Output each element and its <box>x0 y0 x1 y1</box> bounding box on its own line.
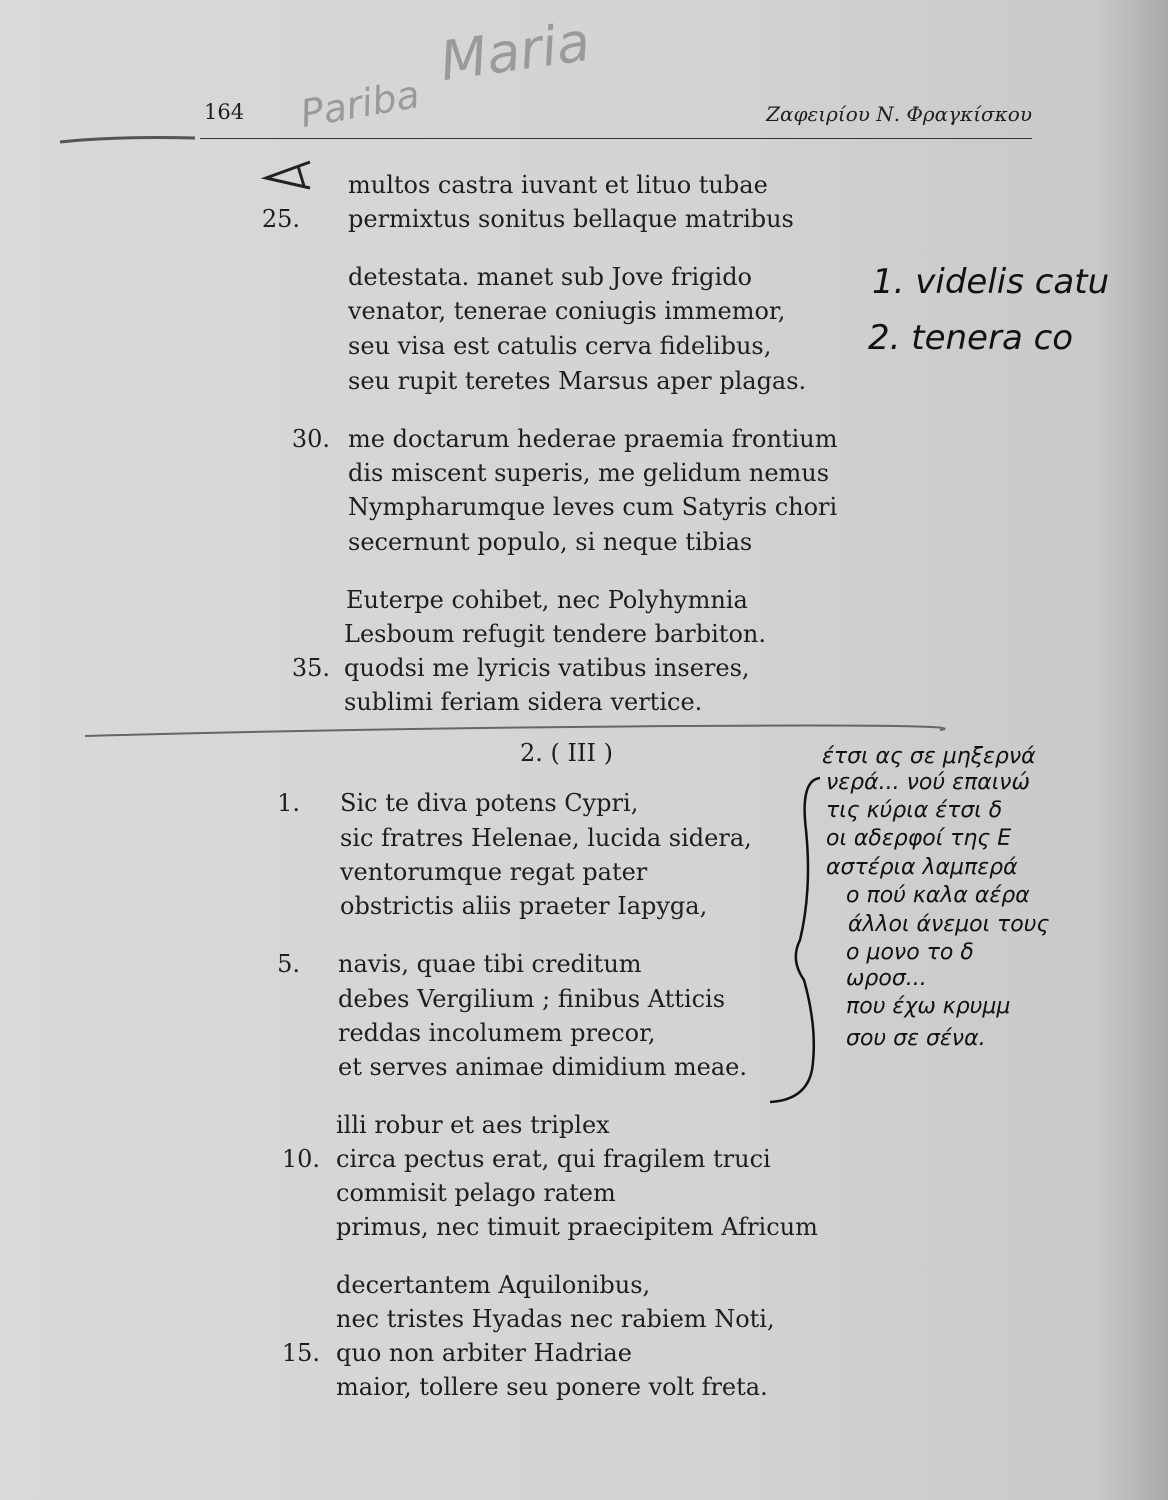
delta-mark <box>258 158 318 194</box>
page: 164 Ζαφειρίου Ν. Φραγκίσκου Maria Pariba multos castra iuvant et lituo tubae 25. permixtus sonitus bellaque matribus detestata. manet sub Jove frigido venator, tenerae coniugis immemor, seu visa est catulis cerva fidelibus, seu rupit teretes Marsus aper plagas. 30. me doctarum hederae praemia frontium dis miscent superis, me gelidum nemus Nympharumque leves cum Satyris chori secernunt populo, si neque tibias Euterpe cohibet, nec Polyhymnia Lesboum refugit tendere barbiton. 35. quodsi me lyricis vatibus inseres, sublimi feriam sidera vertice. 2. ( III ) 1. Sic te diva potens Cypri, sic fratres Helenae, lucida sidera, ventorumque regat pater obstrictis aliis praeter Iapyga, 5. navis, quae tibi creditum debes Vergilium ; finibus Atticis reddas incolumem precor, et serves animae dimidium meae. illi robur et aes triplex 10. circa pectus erat, qui fragilem truci commisit pelago ratem primus, nec timuit praecipitem Africum decertantem Aquilonibus, nec tristes Hyadas nec rabiem Noti, 15. quo non arbiter Hadriae maior, tollere seu ponere volt freta. 1. videlis catu 2. tenera co έτσι ας σε μηξερνά νερά... νού επαινώ τις κύρια έτσι δ οι αδερφοί της Ε αστέρια λαμπερά ο πού καλα αέρα άλλοι άνεμοι τους ο μονο το δ ωροσ... που έχω κρυμμ σου σε σένα. <box>0 0 1168 1500</box>
pencil-divider <box>80 718 950 742</box>
greek-note-line: ωροσ... <box>846 966 927 991</box>
section-heading: 2. ( III ) <box>520 739 613 767</box>
handwritten-note-line: 1. videlis catu <box>872 262 1110 302</box>
greek-note-line: έτσι ας σε μηξερνά <box>822 744 1036 769</box>
handwritten-bracket <box>760 770 830 1110</box>
pencil-note-top-line1: Maria <box>436 9 594 94</box>
greek-note-line: που έχω κρυμμ <box>846 994 1011 1019</box>
pencil-note-top-line2: Pariba <box>297 71 423 137</box>
greek-note-line: σου σε σένα. <box>846 1026 986 1051</box>
greek-note-line: οι αδερφοί της Ε <box>826 826 1012 851</box>
handwritten-note-line: 2. tenera co <box>868 318 1074 358</box>
greek-note-line: άλλοι άνεμοι τους <box>848 912 1050 937</box>
page-number: 164 <box>204 100 245 124</box>
greek-note-line: τις κύρια έτσι δ <box>826 798 1003 823</box>
pencil-stroke <box>55 130 205 150</box>
greek-note-line: ο πού καλα αέρα <box>846 883 1030 908</box>
greek-note-line: αστέρια λαμπερά <box>826 855 1018 880</box>
greek-note-line: ο μονο το δ <box>846 940 974 965</box>
greek-note-line: νερά... νού επαινώ <box>826 770 1030 795</box>
running-title: Ζαφειρίου Ν. Φραγκίσκου <box>766 102 1032 126</box>
